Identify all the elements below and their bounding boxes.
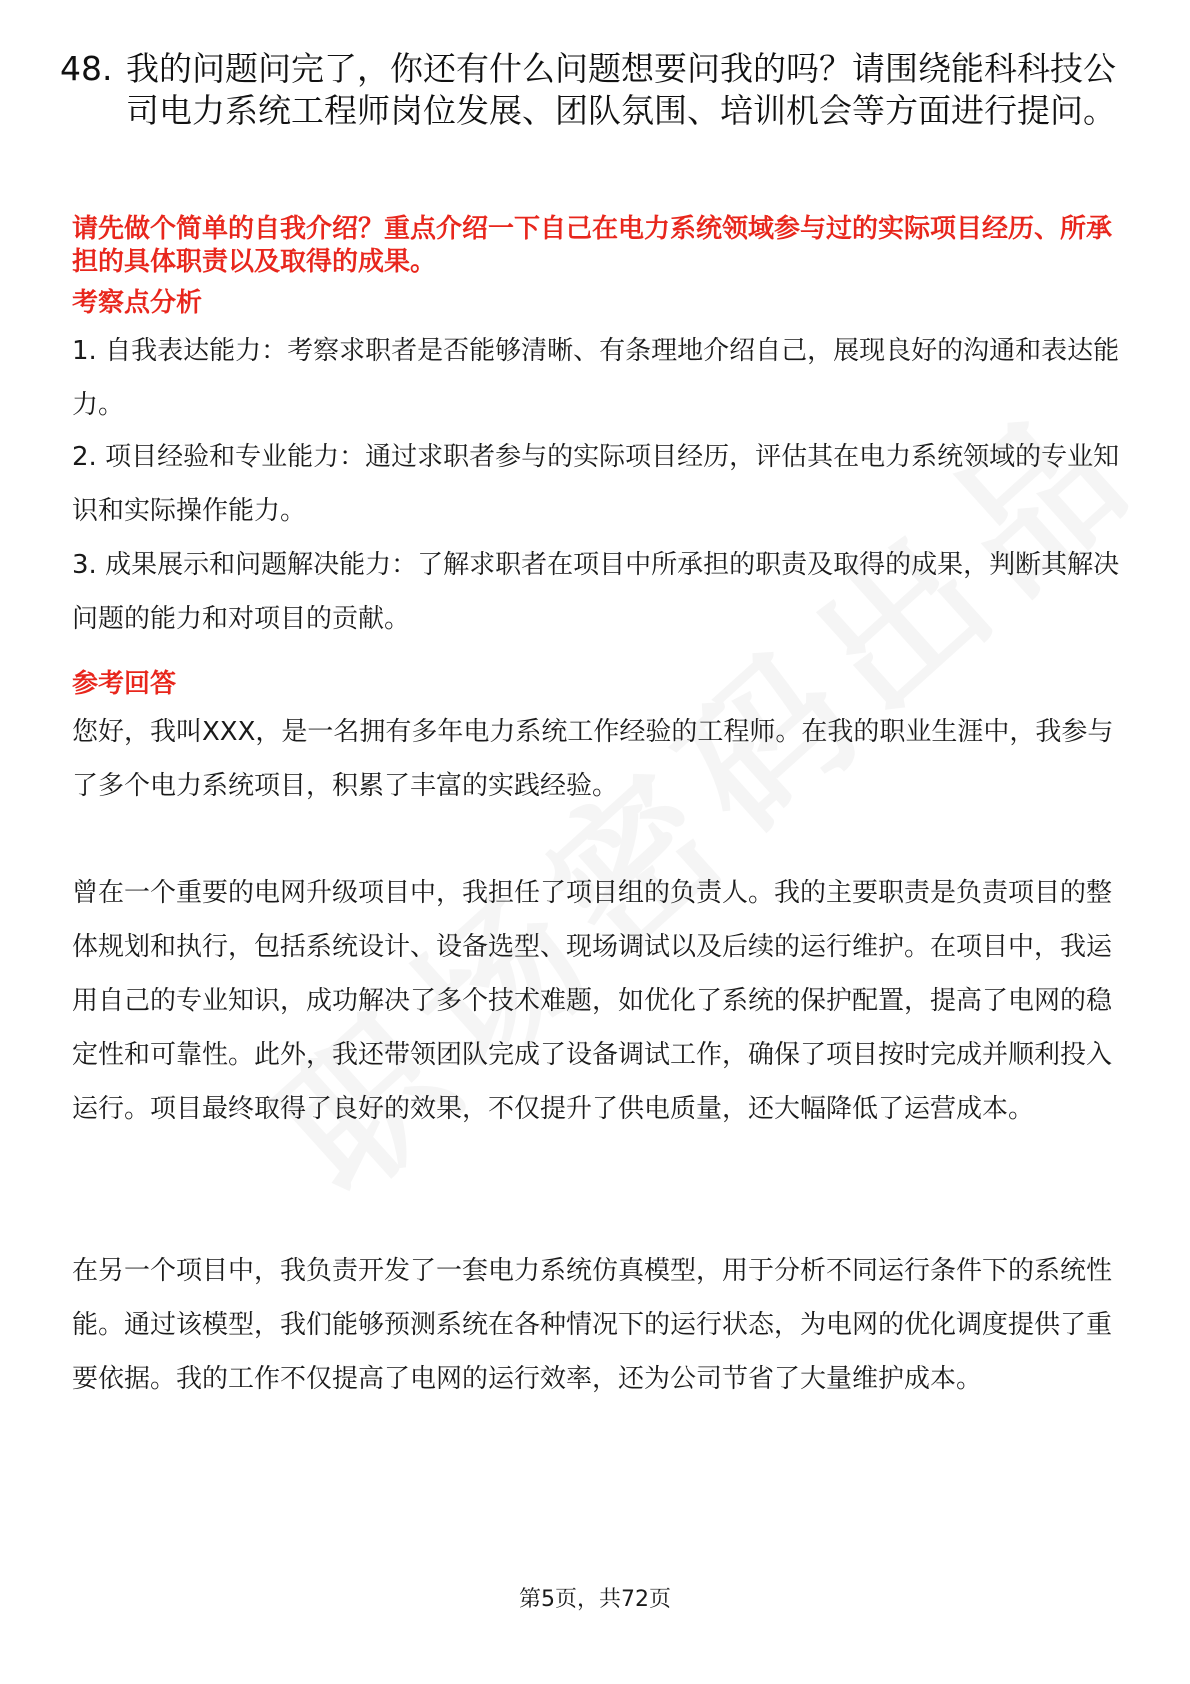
analysis-item-3: 3. 成果展示和问题解决能力：了解求职者在项目中所承担的职责及取得的成果，判断其解决问题的能力和对项目的贡献。: [72, 550, 1120, 634]
answer-paragraph-1: 您好，我叫XXX，是一名拥有多年电力系统工作经验的工程师。在我的职业生涯中，我参与了多个电力系统项目，积累了丰富的实践经验。: [72, 717, 1114, 801]
analysis-item-2: 2. 项目经验和专业能力：通过求职者参与的实际项目经历，评估其在电力系统领域的专业知识和实际操作能力。: [72, 442, 1120, 526]
analysis-title: 考察点分析: [72, 288, 203, 318]
page-footer: 第5页，共72页: [519, 1587, 671, 1612]
analysis-item-1: 1. 自我表达能力：考察求职者是否能够清晰、有条理地介绍自己，展现良好的沟通和表达能力。: [72, 336, 1120, 420]
interview-question: 请先做个简单的自我介绍？重点介绍一下自己在电力系统领域参与过的实际项目经历、所承担的具体职责以及取得的成果。: [72, 214, 1113, 277]
answer-paragraph-3: 在另一个项目中，我负责开发了一套电力系统仿真模型，用于分析不同运行条件下的系统性能。通过该模型，我们能够预测系统在各种情况下的运行状态，为电网的优化调度提供了重要依据。我的工作不仅提高了电网的运行效率，还为公司节省了大量维护成本。: [72, 1256, 1113, 1394]
question-heading-text: 我的问题问完了，你还有什么问题想要问我的吗？请围绕能科科技公司电力系统工程师岗位发展、团队氛围、培训机会等方面进行提问。: [126, 49, 1116, 130]
question-heading: [60, 48, 1130, 132]
answer-paragraph-2: 曾在一个重要的电网升级项目中，我担任了项目组的负责人。我的主要职责是负责项目的整体规划和执行，包括系统设计、设备选型、现场调试以及后续的运行维护。在项目中，我运用自己的专业知识，成功解决了多个技术难题，如优化了系统的保护配置，提高了电网的稳定性和可靠性。此外，我还带领团队完成了设备调试工作，确保了项目按时完成并顺利投入运行。项目最终取得了良好的效果，不仅提升了供电质量，还大幅降低了运营成本。: [72, 878, 1113, 1124]
question-number: 48.: [60, 49, 113, 88]
answer-title: 参考回答: [72, 669, 177, 699]
